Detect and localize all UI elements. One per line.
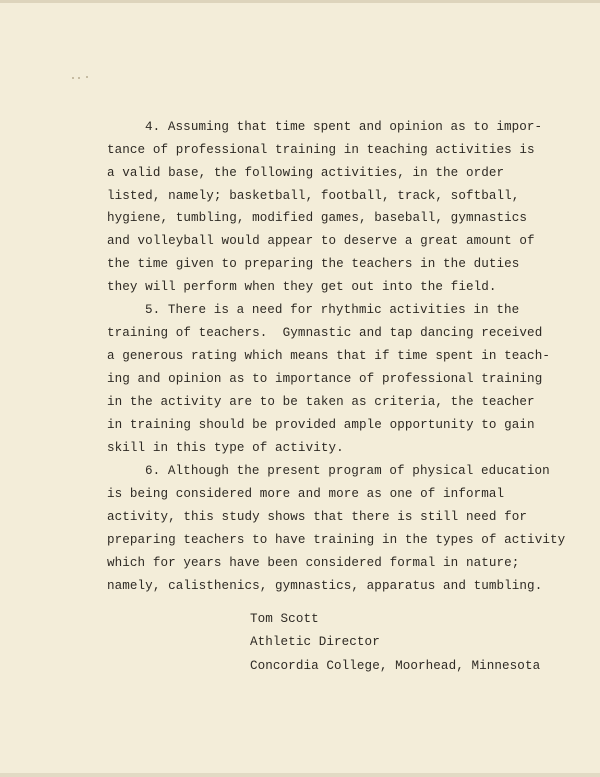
- scan-edge-bottom: [0, 773, 600, 777]
- paragraph-line: in the activity are to be taken as criteria, the teacher: [107, 395, 535, 409]
- paragraph-line: namely, calisthenics, gymnastics, apparatus and tumbling.: [107, 579, 543, 593]
- paragraph-line: in training should be provided ample opportunity to gain: [107, 418, 535, 432]
- signature-title: Athletic Director: [250, 635, 380, 649]
- paragraph-line: hygiene, tumbling, modified games, baseball, gymnastics: [107, 211, 528, 225]
- paragraph-line: which for years have been considered formal in nature;: [107, 556, 520, 570]
- paragraph-line: 4. Assuming that time spent and opinion as to impor-: [145, 120, 543, 134]
- paragraph-line: 5. There is a need for rhythmic activities in the: [145, 303, 520, 317]
- paragraph-line: 6. Although the present program of physical education: [145, 464, 550, 478]
- paragraph-line: the time given to preparing the teachers in the duties: [107, 257, 520, 271]
- signature-institution: Concordia College, Moorhead, Minnesota: [250, 659, 541, 673]
- paragraph-line: ing and opinion as to importance of professional training: [107, 372, 543, 386]
- paragraph-line: is being considered more and more as one of informal: [107, 487, 505, 501]
- paragraph-line: skill in this type of activity.: [107, 441, 344, 455]
- paper-speck: [72, 77, 74, 79]
- paragraph-line: activity, this study shows that there is still need for: [107, 510, 528, 524]
- paragraph-line: training of teachers. Gymnastic and tap dancing received: [107, 326, 543, 340]
- signature-name: Tom Scott: [250, 612, 319, 626]
- paper-speck: [78, 77, 80, 79]
- paragraph-line: tance of professional training in teaching activities is: [107, 143, 535, 157]
- paragraph-line: they will perform when they get out into the field.: [107, 280, 497, 294]
- paragraph-line: a generous rating which means that if time spent in teach-: [107, 349, 550, 363]
- paragraph-line: listed, namely; basketball, football, track, softball,: [107, 189, 520, 203]
- paper-speck: [86, 76, 88, 78]
- paragraph-line: a valid base, the following activities, in the order: [107, 166, 505, 180]
- paragraph-line: and volleyball would appear to deserve a great amount of: [107, 234, 535, 248]
- paragraph-line: preparing teachers to have training in the types of activity: [107, 533, 566, 547]
- scan-edge-top: [0, 0, 600, 3]
